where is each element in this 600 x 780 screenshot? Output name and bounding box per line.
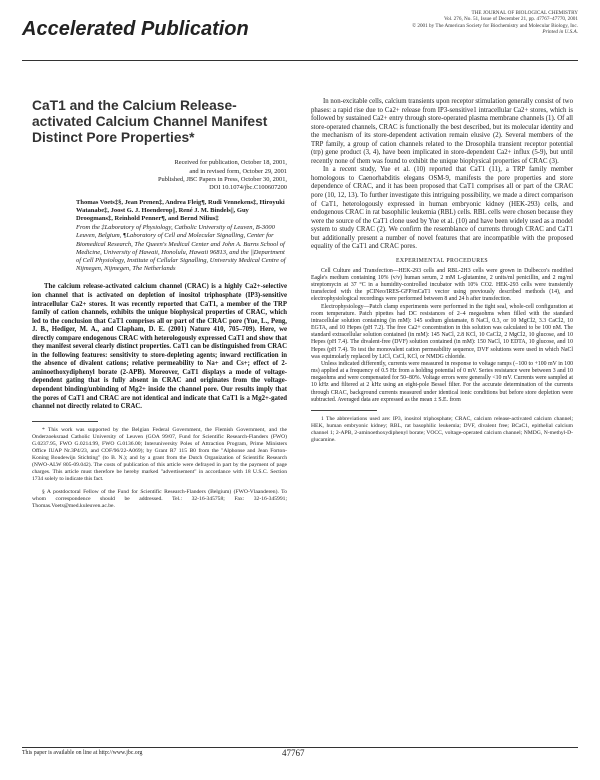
footnote-divider [32,421,98,422]
journal-name: THE JOURNAL OF BIOLOGICAL CHEMISTRY [471,10,578,16]
intro-paragraph: In a recent study, Yue et al. (10) reported that CaT1 (11), a TRP family member homologous to Caenorhabditis elegans OSM-9, manifests the pore properties and store dependence of CRAC, and it has been proposed that CaT1 comprises all or part of the CRAC pore (10, 12, 13). To further investigate this intriguing possibility, we made a direct comparison of CaT1, heterologously expressed in human embryonic kidney (HEK-293) cells, and endogenous CRAC in rat basophilic leukemia (RBL) cells. RBL cells were chosen because they were the source of the CaT1 clone used by Yue et al. (10) and have been widely used as a model system to study CRAC (2). We confirm the resemblance of currents through CRAC and CaT1 but additionally present a number of novel features that are incompatible with the proposed equality of the CaT1 and CRAC pores. [311,166,573,251]
methods-heading: EXPERIMENTAL PROCEDURES [395,257,489,264]
intro-paragraph: In non-excitable cells, calcium transients upon receptor stimulation generally consist of two phases: a rapid rise due to Ca2+ release from IP3-sensitive1 intracellular Ca2+ stores, which is followed by sustained Ca2+ entry through store-operated plasma membrane channels (1). Of all store-operated channels, CRAC is functionally the best described, but its molecular identity and the mechanism of its store-dependent activation remain elusive (2). Several members of the TRP family, a group of cation channels related to the Drosophila transient receptor potential (trp) gene product (3, 4), have been implicated in store-dependent Ca2+ influx (5-9), but until recently none of them was found to exhibit the unique biophysical properties of CRAC (3). [311,98,573,165]
doi: DOI 10.1074/jbc.C100607200 [209,184,287,192]
online-availability: This paper is available on line at http://www.jbc.org [22,750,143,756]
header-rule [22,60,578,61]
methods-paragraph: Cell Culture and Transfection—HEK-293 cells and RBL-2H3 cells were grown in Dulbecco's modified Eagle's medium containing 10% (v/v) human serum, 2 mM L-glutamine, 2 units/ml penicillin, and 2 mg/ml streptomycin at 37 °C in a humidity-controlled incubator with 10% CO2. HEK-293 cells were transiently transfected with the pCINeo/IRES-GFP/mCaT1 vector using previously described methods (14), and electrophysiological recordings were performed between 8 and 24 h after transfection. [311,267,573,303]
publication-dates [32,159,287,192]
methods-paragraph: Unless indicated differently, currents were measured in response to voltage ramps (−100 to +100 mV in 100 ms) applied at a frequency of 0.5 Hz from a holding potential of 0 mV. Series resistance were between 3 and 10 megaohms and were compensated for 50–80%. Voltage errors were generally <10 mV. Currents were sampled at 10 kHz and filtered at 2 kHz using an eight-pole Bessel filter. For the accurate determination of the currents through CRAC, background currents measured under identical ionic conditions but before store depletion were subtracted. Averaged data are expressed as the mean ± S.E. from [311,360,573,403]
left-column [32,98,287,513]
methods-paragraph: Electrophysiology—Patch clamp experiments were performed in the tight seal, whole-cell configuration at room temperature. Patch pipettes had DC resistances of 2–4 megaohms when filled with the standard intracellular solution containing (in mM): 145 sodium glutamate, 8 NaCl, 0.3, or 10 MgCl2, 3.3 CaCl2, 10 EGTA, and 10 Hepes (pH 7.2). The free Ca2+ concentration in this solution was calculated to be 100 nM. The standard extracellular solution contained (in mM): 145 NaCl, 2.8 KCl, 10 CaCl2, 2 MgCl2, 10 glucose, and 10 Hepes (pH 7.4). The divalent-free (DVF) solution contained (in mM): 150 NaCl, 10 EDTA, 10 glucose, and 10 Hepes (pH 7.4). To test the monovalent cation permeability sequence, DVF solutions were used in which NaCl was equimolarly replaced by LiCl, CsCl, KCl, or NMDG chloride. [311,303,573,360]
journal-info [412,10,578,35]
article-title: CaT1 and the Calcium Release-activated Calcium Channel Manifest Distinct Pore Properties* [32,98,268,145]
page-number: 47767 [282,748,305,758]
right-column [311,98,573,450]
journal-copyright: © 2001 by The American Society for Biochemistry and Molecular Biology, Inc. [412,22,578,29]
correspondence-footnote: § A postdoctoral Fellow of the Fund for Scientific Research-Flanders (Belgium) (FWO-Vlaanderen). To whom correspondence should be addressed. Tel.: 32-16-345758; Fax: 32-16-345991; Thomas.Voets@med.kuleuven.ac.be. [32,488,287,509]
page-header [22,10,578,60]
journal-printed: Printed in U.S.A. [542,28,578,35]
affiliations: From the ‡Laboratory of Physiology, Catholic University of Leuven, B-3000 Leuven, Belgium, ¶Laboratory of Cell and Molecular Signalling, Center for Biomedical Research, The Queen's Medical Center and John A. Burns School of Medicine, University of Hawaii, Honolulu, Hawaii 96813, and the ||Department of Cell Physiology, Institute of Cellular Signalling, University Medical Centre of Nijmegen, Nijmegen, The Netherlands [76,224,286,273]
date-received: Received for publication, October 18, 2001, [174,159,287,167]
section-title: Accelerated Publication [22,18,249,40]
funding-footnote: * This work was supported by the Belgian Federal Government, the Flemish Government, and the Onderzoeksraad Catholic University of Leuven (GOA 99/07, Fund for Scientific Research-Flanders (FWO) G.0237.95, FWO G.0214.99, FWO G.0136.00; Interuniversity Poles of Attraction Program, Prime Ministers Office IUAP Nr.3P4/23, and COF/96/22-A069); by Grant R7 115 B0 from the "Alphonse and Jean Forton-Koning Boudewijn Stichting" (to B. N.); and by a grant from the Dutch Organization of Scientific Research (NWO-ALW 805-09.042). The costs of publication of this article were defrayed in part by the payment of page charges. This article must therefore be hereby marked "advertisement" in accordance with 18 U.S.C. Section 1734 solely to indicate this fact. [32,427,287,483]
author-list: Thomas Voets‡§, Jean Prenen‡, Andrea Fleig¶, Rudi Vennekens‡, Hiroyuki Watanabe‡, Joost G. J. Hoenderop||, René J. M. Bindels||, Guy Droogmans‡, Reinhold Penner¶, and Bernd Nilius‡ [76,198,285,222]
abbreviations-footnote: 1 The abbreviations used are: IP3, inositol triphosphate; CRAC, calcium release-activated calcium channel; HEK, human embryonic kidney; RBL, rat basophilic leukemia; DVF, divalent free; BCaC1, epithelial calcium channel 1; 2-APB, 2-aminoethoxydiphenyl borate; VOCC, voltage-operated calcium channel; NMDG, N-methyl-D-glucamine. [311,416,573,444]
date-published: Published, JBC Papers in Press, October 30, 2001, [157,175,287,183]
date-revised: and in revised form, October 29, 2001 [189,167,287,175]
footnote-divider [311,410,377,411]
journal-volume: Vol. 276, No. 51, Issue of December 21, pp. 47767–47770, 2001 [443,16,578,23]
abstract: The calcium release-activated calcium channel (CRAC) is a highly Ca2+-selective ion channel that is activated on depletion of inositol triphosphate (IP3)-sensitive intracellular Ca2+ stores. It was recently reported that CaT1, a member of the TRP family of cation channels, exhibits the unique biophysical properties of CRAC, which led to the conclusion that CaT1 comprises all or part of the CRAC pore (Yue, L., Peng, J. B., Hediger, M. A., and Clapham, D. E. (2001) Nature 410, 705–709). Here, we directly compare endogenous CRAC with heterologously expressed CaT1 and show that they manifest several clearly distinct properties. CaT1 can be distinguished from CRAC in the following features: sensitivity to store-depleting agents; inward rectification in the absence of divalent cations; relative permeability to Na+ and Cs+; effect of 2-aminoethoxydiphenyl borate (2-APB). Moreover, CaT1 displays a mode of voltage-dependent gating that is fully absent in CRAC and originates from the voltage-dependent binding/unbinding of Mg2+ inside the channel pore. Our results imply that the pores of CaT1 and CRAC are not identical and indicate that CaT1 is a Mg2+-gated channel not directly related to CRAC. [32,283,287,411]
